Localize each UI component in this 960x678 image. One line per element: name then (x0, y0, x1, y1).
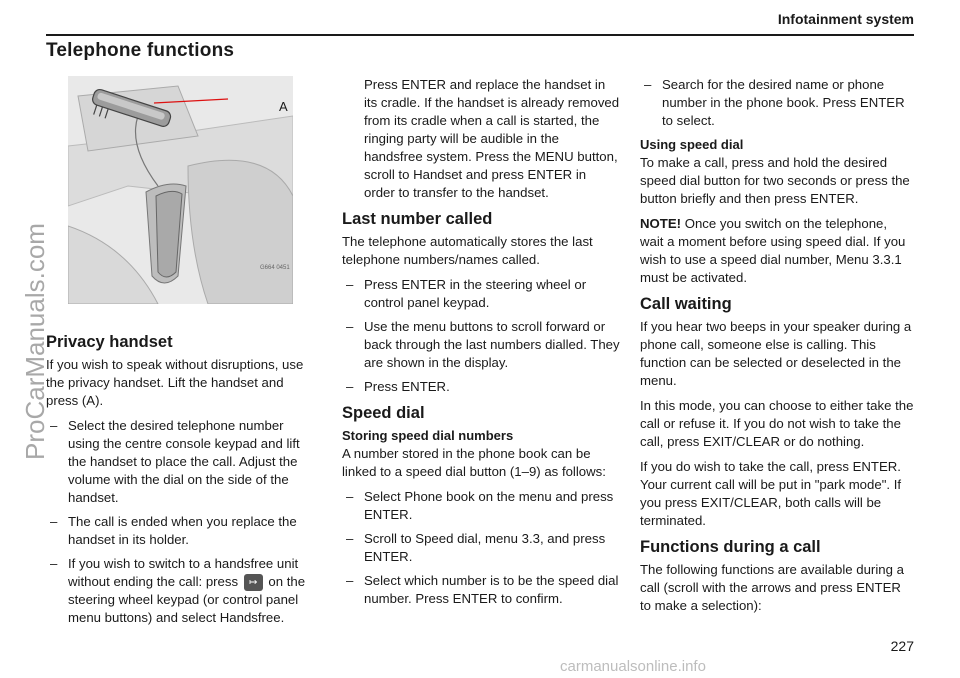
figure-label-a: A (279, 99, 288, 114)
continued-text: Press ENTER and replace the handset in its cradle. If the handset is already removed from its cradle when a call is started, the ringing party will be audible in the handsfree system. Press the MENU button, scroll to Handset and press ENTER in order to transfer to the handset. (364, 77, 620, 200)
header-rule (46, 34, 914, 36)
privacy-intro: If you wish to speak without disruptions, use the privacy handset. Lift the handset and press (A). (46, 357, 304, 408)
handset-illustration (68, 76, 293, 304)
list-item: – Select which number is to be the speed dial number. Press ENTER to confirm. (342, 572, 620, 608)
last-number-list (342, 276, 620, 396)
bullet-text-before: If you wish to switch to a handsfree unit without ending the call: press (68, 556, 299, 589)
call-waiting-p1: If you hear two beeps in your speaker during a phone call, someone else is calling. This function can be selected or deselected in the menu. (640, 319, 912, 388)
phone-hook-key-icon: ↦ (244, 574, 263, 591)
call-waiting-p2: In this mode, you can choose to either take the call or refuse it. If you do not wish to take the call, press EXIT/CLEAR or do nothing. (640, 398, 914, 449)
list-item: – Press ENTER in the steering wheel or control panel keypad. (342, 276, 620, 312)
list-item: – Search for the desired name or phone number in the phone book. Press ENTER to select. (640, 76, 914, 130)
privacy-steps-list (46, 417, 318, 627)
figure-code: G664 0451 (260, 265, 290, 271)
functions-during-call-heading: Functions during a call (640, 538, 821, 556)
page-number: 227 (890, 638, 914, 654)
column-2 (342, 76, 620, 614)
using-speed-dial-text: To make a call, press and hold the desired speed dial button for two seconds or press the button briefly and then press ENTER. (640, 155, 910, 206)
note-label: NOTE! (640, 216, 682, 231)
section-title: Infotainment system (777, 11, 914, 27)
functions-during-call-text: The following functions are available during a call (scroll with the arrows and press ENTER to make a selection): (640, 562, 904, 613)
last-number-heading: Last number called (342, 210, 493, 228)
list-item: – Scroll to Speed dial, menu 3.3, and press ENTER. (342, 530, 620, 566)
storing-speed-dial-heading: Storing speed dial numbers (342, 428, 514, 443)
column-1 (46, 76, 318, 633)
using-speed-dial-heading: Using speed dial (640, 137, 744, 152)
storing-steps-list (342, 488, 620, 608)
privacy-handset-heading: Privacy handset (46, 333, 173, 351)
speed-dial-heading: Speed dial (342, 404, 425, 422)
last-number-intro: The telephone automatically stores the last telephone numbers/names called. (342, 234, 593, 267)
list-item: – Press ENTER. (342, 378, 620, 396)
side-watermark: ProCarManuals.com (20, 223, 50, 460)
note (640, 215, 914, 287)
list-item: – Use the menu buttons to scroll forward or back through the last numbers dialled. They are shown in the display. (342, 318, 620, 372)
list-item: – The call is ended when you replace the handset in its holder. (46, 513, 318, 549)
list-item: – Select Phone book on the menu and press ENTER. (342, 488, 620, 524)
bottom-watermark: carmanualsonline.info (560, 658, 706, 675)
bullet-text-after: on the steering wheel keypad (or control panel menu buttons) and select Handsfree. (68, 574, 306, 626)
page-title: Telephone functions (46, 40, 235, 61)
note-text: Once you switch on the telephone, wait a moment before using speed dial. If you wish to use a speed dial number, Menu 3.3.1 must be activated. (640, 216, 906, 285)
call-waiting-heading: Call waiting (640, 295, 732, 313)
column-3 (640, 76, 914, 622)
storing-intro: A number stored in the phone book can be linked to a speed dial button (1–9) as follows: (342, 446, 606, 479)
search-step-list (640, 76, 914, 130)
call-waiting-p3: If you do wish to take the call, press ENTER. Your current call will be put in "park mode". If you press EXIT/CLEAR, both calls will be terminated. (640, 459, 902, 528)
list-item (46, 555, 318, 627)
list-item: – Select the desired telephone number using the centre console keypad and lift the handset to place the call. Adjust the volume with the dial on the side of the handset. (46, 417, 318, 507)
